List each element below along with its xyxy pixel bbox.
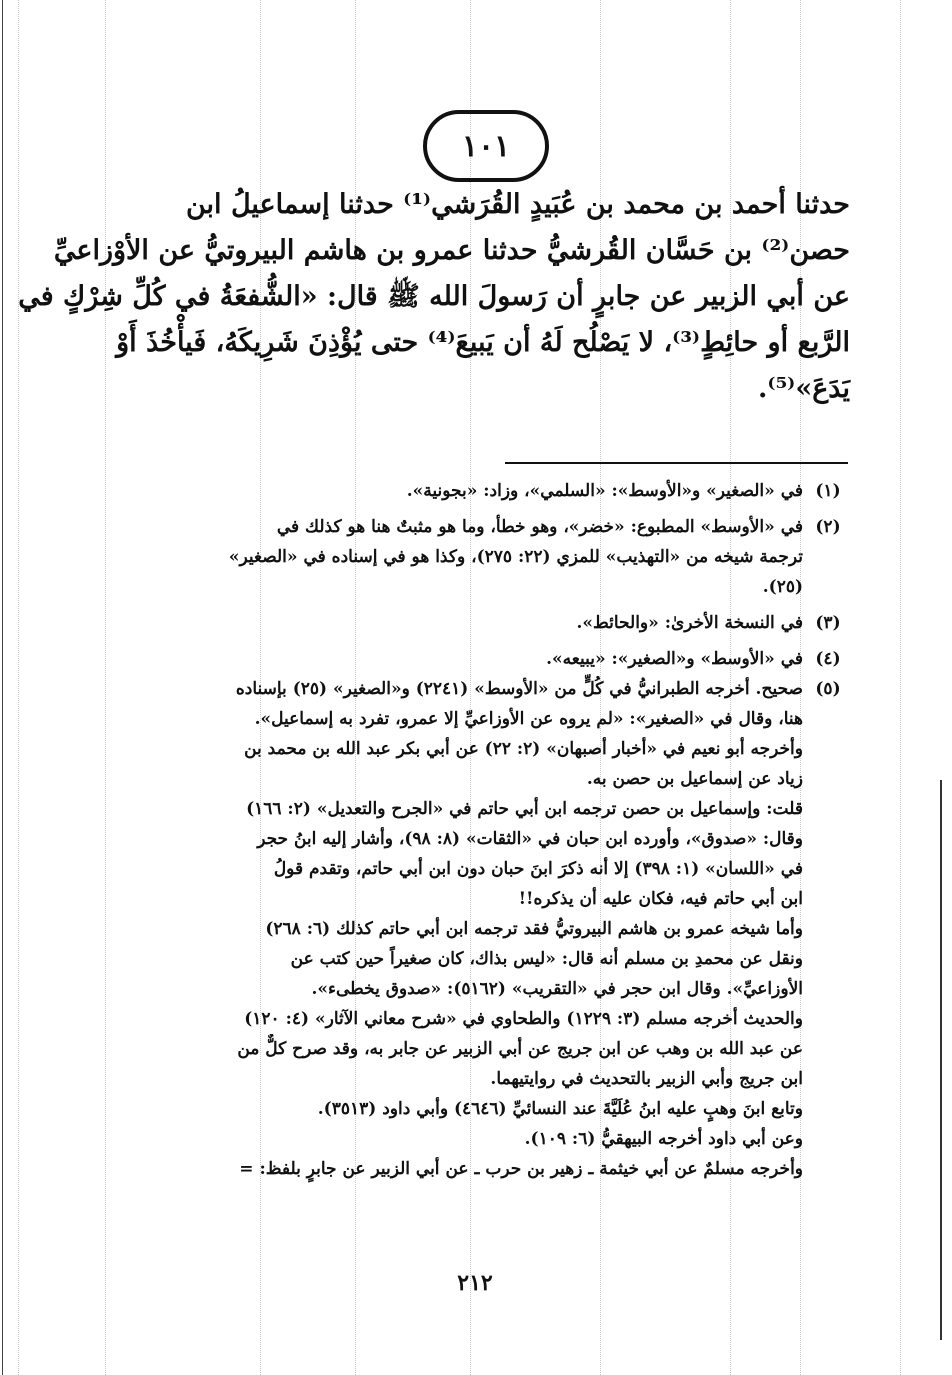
footnote-line: وقال: «صدوق»، وأورده ابن حبان في «الثقات» (٨: ٩٨)، وأشار إليه ابنُ حجر (257, 829, 803, 849)
scan-edge-left (2, 0, 3, 1375)
hadith-text (18, 182, 850, 412)
footnote-line: وأخرجه أبو نعيم في «أخبار أصبهان» (٢: ٢٢) عن أبي بكر عبد الله بن محمد بن (244, 739, 803, 759)
footnote-line: زياد عن إسماعيل بن حصن به. (586, 769, 803, 789)
hadith-line: الرَّبع أو حائِطٍ⁽³⁾، لا يَصْلُح لَهُ أن يَبيعَ⁽⁴⁾ حتى يُؤْذِنَ شَرِيكَهُ، فَيأْخُذَ أَوْ (116, 327, 850, 358)
footnote-2 (103, 512, 848, 602)
footnote-line: في «اللسان» (١: ٣٩٨) إلا أنه ذكرَ ابنَ حبان دون ابن أبي حاتم، وتقدم قولُ (273, 859, 803, 879)
footnote-line: صحيح. أخرجه الطبرانيُّ في كُلٍّ من «الأوسط» (٢٢٤١) و«الصغير» (٢٥) بإسناده (235, 679, 803, 699)
footnote-line: وعن أبي داود أخرجه البيهقيُّ (٦: ١٠٩). (524, 1129, 803, 1149)
footnote-line: في «الصغير» و«الأوسط»: «السلمي»، وزاد: «بجونية». (406, 481, 803, 501)
footnote-4 (103, 644, 848, 674)
footnote-line: هنا، وقال في «الصغير»: «لم يروه عن الأوزاعيِّ إلا عمرو، تفرد به إسماعيل». (254, 709, 803, 729)
footnotes (103, 476, 848, 1184)
scan-gridline (18, 0, 19, 1375)
footnote-line: وتابع ابنَ وهبٍ عليه ابنُ عُلَيَّةَ عند النسائيِّ (٤٦٤٦) وأبي داود (٣٥١٣). (317, 1099, 803, 1119)
footnote-number: (٣) (815, 613, 841, 633)
footnote-line: في «الأوسط» و«الصغير»: «يبيعه». (546, 649, 803, 669)
footnote-line: عن عبد الله بن وهب عن ابن جريج عن أبي الزبير عن جابر به، وقد صرح كلٌّ من (237, 1039, 803, 1059)
footnote-line: في النسخة الأخرىٰ: «والحائط». (576, 613, 803, 633)
footnote-number: (١) (815, 481, 841, 501)
footnote-number: (٥) (815, 679, 841, 699)
footnote-1 (103, 476, 848, 506)
hadith-number-badge (423, 110, 549, 182)
footnote-line: وأخرجه مسلمٌ عن أبي خيثمة ـ زهير بن حرب ـ عن أبي الزبير عن جابرٍ بلفظ: = (239, 1159, 803, 1179)
footnote-number: (٢) (815, 517, 841, 537)
footnote-line: وأما شيخه عمرو بن هاشم البيروتيُّ فقد ترجمه ابن أبي حاتم كذلك (٦: ٢٦٨) (265, 919, 803, 939)
footnote-line: ترجمة شيخه من «التهذيب» للمزي (٢٢: ٢٧٥)، وكذا هو في إسناده في «الصغير» (228, 547, 803, 567)
footnote-5 (103, 674, 848, 1184)
footnote-number: (٤) (815, 649, 841, 669)
scan-gridline (900, 0, 901, 1375)
footnote-line: الأوزاعيِّ». وقال ابن حجر في «التقريب» (٥١٦٢): «صدوق يخطىء». (311, 979, 803, 999)
page-number: ٢١٢ (457, 1270, 493, 1296)
scan-edge-right (940, 780, 942, 1340)
hadith-line: عن أبي الزبير عن جابرٍ أن رَسولَ الله ﷺ قال: «الشُّفعَةُ في كُلِّ شِرْكٍ في (18, 281, 850, 312)
hadith-line: حصن⁽²⁾ بن حَسَّان القُرشيُّ حدثنا عمرو بن هاشم البيروتيُّ عن الأوْزاعيِّ (53, 235, 850, 266)
footnote-line: ابن جريج وأبي الزبير بالتحديث في روايتيهما. (490, 1069, 803, 1089)
footnote-3 (103, 608, 848, 638)
hadith-line: حدثنا أحمد بن محمد بن عُبَيدٍ القُرَشي⁽¹⁾ حدثنا إسماعيلُ ابن (185, 189, 850, 220)
footnote-line: قلت: وإسماعيل بن حصن ترجمه ابن أبي حاتم في «الجرح والتعديل» (٢: ١٦٦) (246, 799, 803, 819)
footnote-divider (505, 462, 848, 464)
hadith-line: يَدَعَ»⁽⁵⁾. (758, 373, 850, 404)
footnote-line: والحديث أخرجه مسلم (٣: ١٢٢٩) والطحاوي في «شرح معاني الآثار» (٤: ١٢٠) (244, 1009, 803, 1029)
footnote-line: ونقل عن محمدِ بن مسلم أنه قال: «ليس بذاك، كان صغيراً حين كتب عن (290, 949, 803, 969)
hadith-number: ١٠١ (461, 128, 511, 164)
footnote-line: ابن أبي حاتم فيه، فكان عليه أن يذكره!! (518, 889, 803, 909)
footnote-line: في «الأوسط» المطبوع: «خضر»، وهو خطأ، وما هو مثبتٌ هنا هو كذلك في (276, 517, 803, 537)
footnote-line: (٢٥). (762, 577, 803, 597)
